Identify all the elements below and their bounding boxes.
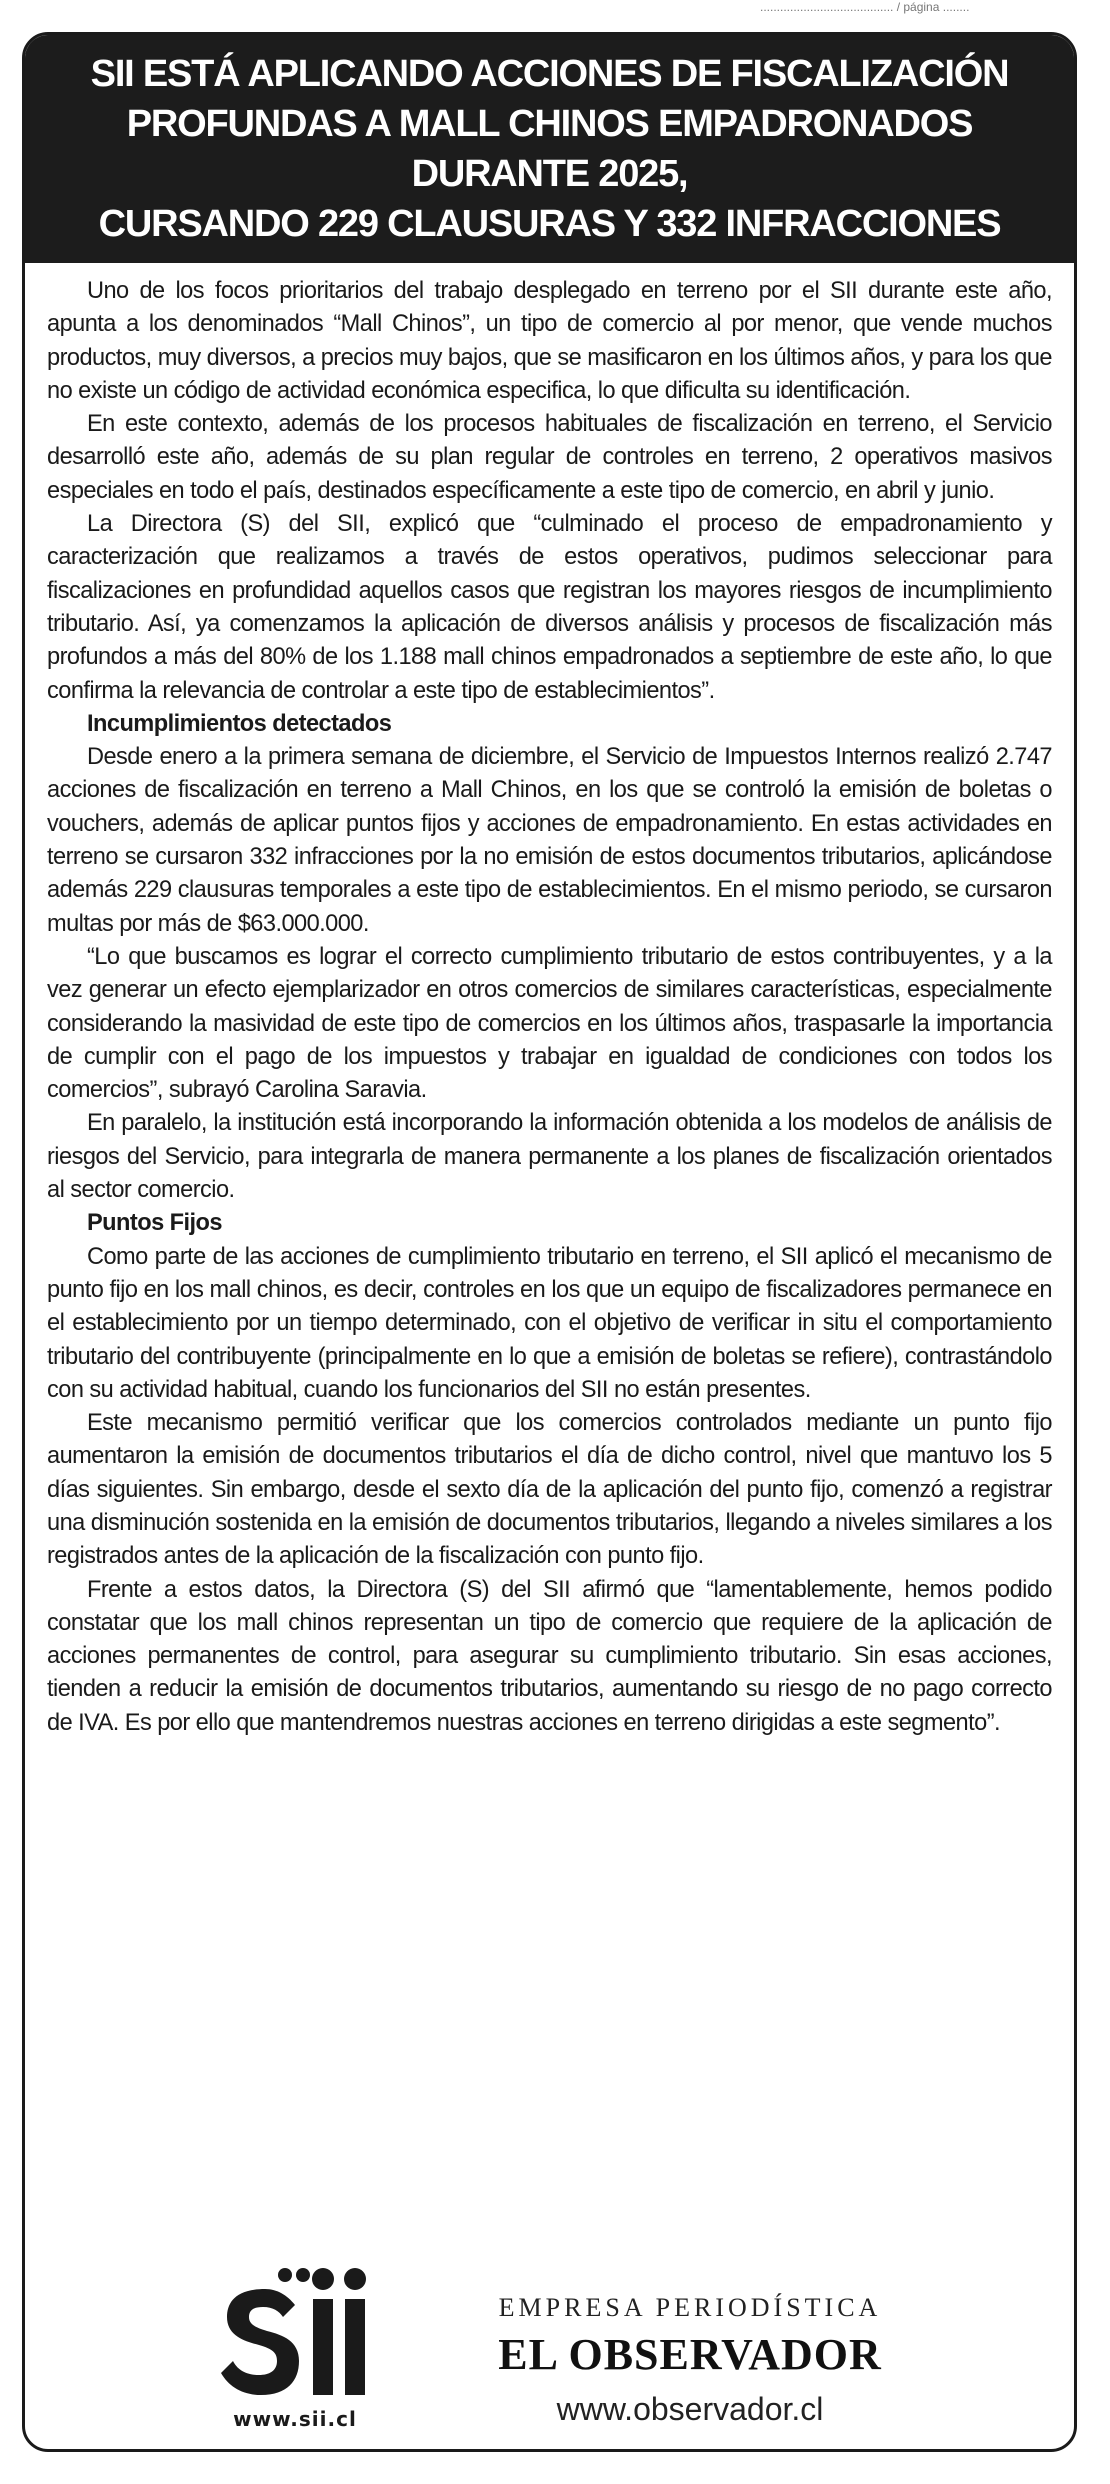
publisher-url[interactable]: www.observador.cl	[556, 2391, 824, 2427]
article-box	[22, 32, 1077, 2452]
headline-line-3: CURSANDO 229 CLAUSURAS Y 332 INFRACCIONES	[98, 203, 1001, 245]
publisher-tagline: EMPRESA PERIODÍSTICA	[498, 2293, 882, 2322]
subheading-puntos-fijos: Puntos Fijos	[87, 1210, 222, 1237]
headline	[25, 35, 1074, 263]
paragraph-6: En paralelo, la institución está incorporando la información obtenida a los modelos de análisis de riesgos del Servicio, para integrarla de manera permanente a los planes de fiscalización orientados al sector comercio.	[47, 1110, 1052, 1204]
sii-logo	[215, 2261, 375, 2401]
footer	[25, 2249, 1074, 2449]
paragraph-1: Uno de los focos prioritarios del trabajo desplegado en terreno por el SII durante este año, apunta a los denominados “Mall Chinos”, un tipo de comercio al por menor, que vende muchos productos, muy diversos, a precios muy bajos, que se masificaron en los últimos años, y para los que no existe un código de actividad económica especifica, lo que dificulta su identificación.	[47, 278, 1052, 404]
paragraph-4: Desde enero a la primera semana de diciembre, el Servicio de Impuestos Internos realizó 2.747 acciones de fiscalización en terreno a Mall Chinos, en los que se controló la emisión de boletas o vouchers, además de aplicar puntos fijos y acciones de empadronamiento. En estas actividades en terreno se cursaron 332 infracciones por la no emisión de estos documentos tributarios, aplicándose además 229 clausuras temporales a este tipo de establecimientos. En el mismo periodo, se cursaron multas por más de $63.000.000.	[47, 744, 1052, 937]
headline-line-1: SII ESTÁ APLICANDO ACCIONES DE FISCALIZACIÓN	[90, 53, 1009, 95]
page-header-strip: ........................................ / página ........	[760, 0, 970, 14]
sii-url[interactable]: www.sii.cl	[233, 2407, 357, 2431]
subheading-incumplimientos: Incumplimientos detectados	[87, 710, 392, 737]
paragraph-8: Este mecanismo permitió verificar que los comercios controlados mediante un punto fijo aumentaron la emisión de documentos tributarios el día de dicho control, nivel que mantuvo los 5 días siguientes. Sin embargo, desde el sexto día de la aplicación del punto fijo, comenzó a registrar una disminución sostenida en la emisión de documentos tributarios, llegando a niveles similares a los registrados antes de la aplicación de la fiscalización con punto fijo.	[47, 1410, 1052, 1570]
paragraph-5: “Lo que buscamos es lograr el correcto cumplimiento tributario de estos contribuyentes, y a la vez generar un efecto ejemplarizador en otros comercios de similares características, especialmente considerando la masividad de este tipo de comercios en los últimos años, traspasarle la importancia de cumplir con el pago de los impuestos y trabajar en igualdad de condiciones con todos los comercios”, subrayó Carolina Saravia.	[47, 943, 1052, 1104]
paragraph-2: En este contexto, además de los procesos habituales de fiscalización en terreno, el Servicio desarrolló este año, además de su plan regular de controles en terreno, 2 operativos masivos especiales en todo el país, destinados específicamente a este tipo de comercio, en abril y junio.	[47, 411, 1052, 504]
headline-line-2: PROFUNDAS A MALL CHINOS EMPADRONADOS DURANTE 2025,	[126, 103, 973, 195]
publisher-name: EL OBSERVADOR	[498, 2330, 882, 2379]
paragraph-3: La Directora (S) del SII, explicó que “culminado el proceso de empadronamiento y caracterización que realizamos a través de estos operativos, pudimos seleccionar para fiscalizaciones en profundidad aquellos casos que registran los mayores riesgos de incumplimiento tributario. Así, ya comenzamos la aplicación de diversos análisis y procesos de fiscalización más profundos a más del 80% de los 1.188 mall chinos empadronados a septiembre de este año, lo que confirma la relevancia de controlar a este tipo de establecimientos”.	[47, 511, 1052, 704]
article-body	[25, 263, 1074, 1740]
paragraph-9: Frente a estos datos, la Directora (S) del SII afirmó que “lamentablemente, hemos podido constatar que los mall chinos representan un tipo de comercio que requiere de la aplicación de acciones permanentes de control, para asegurar su cumplimiento tributario. Sin esas acciones, tienden a reducir la emisión de documentos tributarios, aumentando su riesgo de no pago correcto de IVA. Es por ello que mantendremos nuestras acciones en terreno dirigidas a este segmento”.	[47, 1576, 1052, 1736]
paragraph-7: Como parte de las acciones de cumplimiento tributario en terreno, el SII aplicó el mecanismo de punto fijo en los mall chinos, es decir, controles en los que un equipo de fiscalizadores permanece en el establecimiento por un tiempo determinado, con el objetivo de verificar in situ el comportamiento tributario del contribuyente (principalmente en lo que a emisión de boletas se refiere), contrastándolo con su actividad habitual, cuando los funcionarios del SII no están presentes.	[47, 1243, 1052, 1403]
